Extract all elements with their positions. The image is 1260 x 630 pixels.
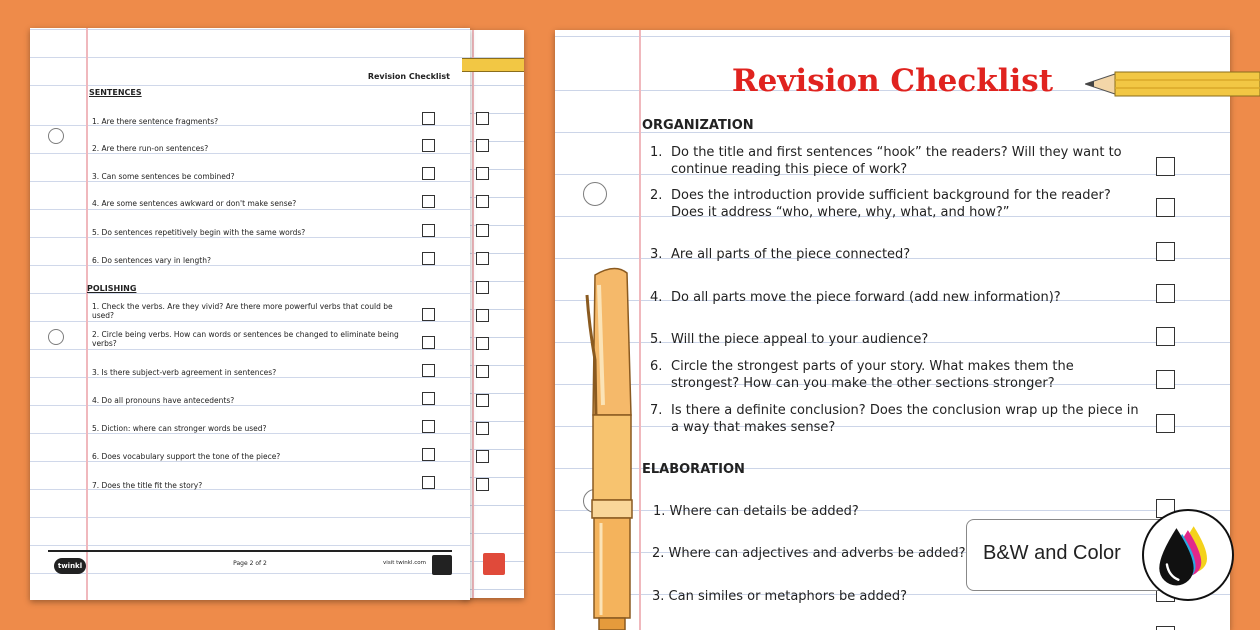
item-number: 4.: [650, 290, 663, 305]
checkbox[interactable]: [476, 281, 489, 294]
item-number: 1.: [650, 145, 663, 160]
list-item: 3. Can some sentences be combined?: [92, 172, 235, 181]
checkbox[interactable]: [476, 224, 489, 237]
checkbox[interactable]: [422, 195, 435, 208]
checkbox[interactable]: [1156, 414, 1175, 433]
list-item: [650, 289, 1140, 306]
list-item: 5. Diction: where can stronger words be used?: [92, 424, 267, 433]
checkbox[interactable]: [1156, 626, 1175, 630]
list-item: 6. Do sentences vary in length?: [92, 256, 211, 265]
margin-line: [86, 28, 88, 600]
checkbox[interactable]: [476, 167, 489, 180]
checkbox[interactable]: [422, 476, 435, 489]
checkbox[interactable]: [1156, 157, 1175, 176]
checkbox[interactable]: [476, 195, 489, 208]
list-item: 4. Are some sentences awkward or don't make sense?: [92, 199, 297, 208]
checkbox[interactable]: [476, 450, 489, 463]
checkbox[interactable]: [422, 224, 435, 237]
list-item: 2. Circle being verbs. How can words or sentences be changed to eliminate being verbs?: [92, 330, 399, 348]
checkbox[interactable]: [476, 478, 489, 491]
left-page: [30, 28, 470, 600]
list-item: 1. Check the verbs. Are they vivid? Are there more powerful verbs that could be used?: [92, 302, 393, 320]
item-text: Do the title and first sentences “hook” the readers? Will they want to continue reading this piece of work?: [671, 145, 1122, 177]
punch-hole: [48, 329, 64, 345]
page-number: Page 2 of 2: [233, 560, 267, 567]
elaboration-heading: ELABORATION: [642, 462, 745, 477]
list-item: 1. Are there sentence fragments?: [92, 117, 219, 126]
list-item: [650, 246, 1140, 263]
list-item: 7. Does the title fit the story?: [92, 481, 203, 490]
checkbox[interactable]: [422, 364, 435, 377]
twinkl-badge: [432, 555, 452, 575]
list-item: 5. Do sentences repetitively begin with the same words?: [92, 228, 306, 237]
checkbox[interactable]: [422, 448, 435, 461]
list-item: 2. Are there run-on sentences?: [92, 144, 209, 153]
item-number: 2.: [650, 188, 663, 203]
ink-drops-icon: [1142, 509, 1234, 601]
checkbox[interactable]: [1156, 284, 1175, 303]
checkbox[interactable]: [476, 337, 489, 350]
pencil-icon: [1085, 68, 1260, 100]
list-item: [650, 187, 1140, 221]
visit-link[interactable]: visit twinkl.com: [383, 560, 426, 566]
page-footer: [48, 550, 452, 578]
item-text: Circle the strongest parts of your story. What makes them the strongest? How can you make the other sections stronger?: [671, 359, 1074, 391]
item-number: 5.: [650, 332, 663, 347]
checkbox[interactable]: [422, 336, 435, 349]
list-item: 4. Do all pronouns have antecedents?: [92, 396, 235, 405]
twinkl-logo: twinkl: [54, 558, 86, 574]
checkbox[interactable]: [476, 112, 489, 125]
list-item: [650, 144, 1140, 178]
checkbox[interactable]: [1156, 198, 1175, 217]
item-text: Will the piece appeal to your audience?: [671, 332, 929, 347]
item-text: Are all parts of the piece connected?: [671, 247, 911, 262]
polishing-heading: POLISHING: [87, 284, 137, 293]
twinkl-badge-red: [483, 553, 505, 575]
checkbox[interactable]: [476, 365, 489, 378]
checkbox[interactable]: [422, 139, 435, 152]
checkbox[interactable]: [476, 139, 489, 152]
checkbox[interactable]: [422, 392, 435, 405]
margin-line: [472, 30, 474, 598]
checkbox[interactable]: [1156, 242, 1175, 261]
checkbox[interactable]: [422, 112, 435, 125]
list-item: 3. Is there subject-verb agreement in sentences?: [92, 368, 277, 377]
checkbox[interactable]: [476, 309, 489, 322]
pencil-icon: [462, 58, 524, 72]
checkbox[interactable]: [476, 394, 489, 407]
list-item: [650, 402, 1140, 436]
item-number: 7.: [650, 403, 663, 418]
list-item: 6. Does vocabulary support the tone of the piece?: [92, 452, 281, 461]
list-item: [650, 331, 1140, 348]
checkbox[interactable]: [422, 420, 435, 433]
checkbox[interactable]: [422, 252, 435, 265]
bw-color-label: B&W and Color: [983, 542, 1121, 564]
checkbox[interactable]: [1156, 327, 1175, 346]
checkbox[interactable]: [476, 422, 489, 435]
list-item: 1. Where can details be added?: [653, 504, 859, 519]
item-text: Does the introduction provide sufficient background for the reader? Does it address “who, where, why, what, and how?”: [671, 188, 1111, 220]
checkbox[interactable]: [422, 308, 435, 321]
highlighter-pen-icon: [575, 265, 645, 630]
checkbox[interactable]: [422, 167, 435, 180]
item-number: 6.: [650, 359, 663, 374]
item-text: Is there a definite conclusion? Does the conclusion wrap up the piece in a way that makes sense?: [671, 403, 1139, 435]
organization-heading: ORGANIZATION: [642, 118, 754, 133]
left-page-title: Revision Checklist: [367, 72, 450, 81]
sentences-heading: SENTENCES: [89, 88, 142, 97]
back-sheet: [462, 30, 524, 598]
checkbox[interactable]: [476, 252, 489, 265]
checkbox[interactable]: [1156, 370, 1175, 389]
item-number: 3.: [650, 247, 663, 262]
list-item: 3. Can similes or metaphors be added?: [652, 589, 907, 604]
punch-hole: [48, 128, 64, 144]
punch-hole: [583, 182, 607, 206]
item-text: Do all parts move the piece forward (add new information)?: [671, 290, 1061, 305]
list-item: [650, 358, 1140, 392]
list-item: 2. Where can adjectives and adverbs be added?: [652, 546, 966, 561]
page-title: Revision Checklist: [731, 63, 1054, 99]
